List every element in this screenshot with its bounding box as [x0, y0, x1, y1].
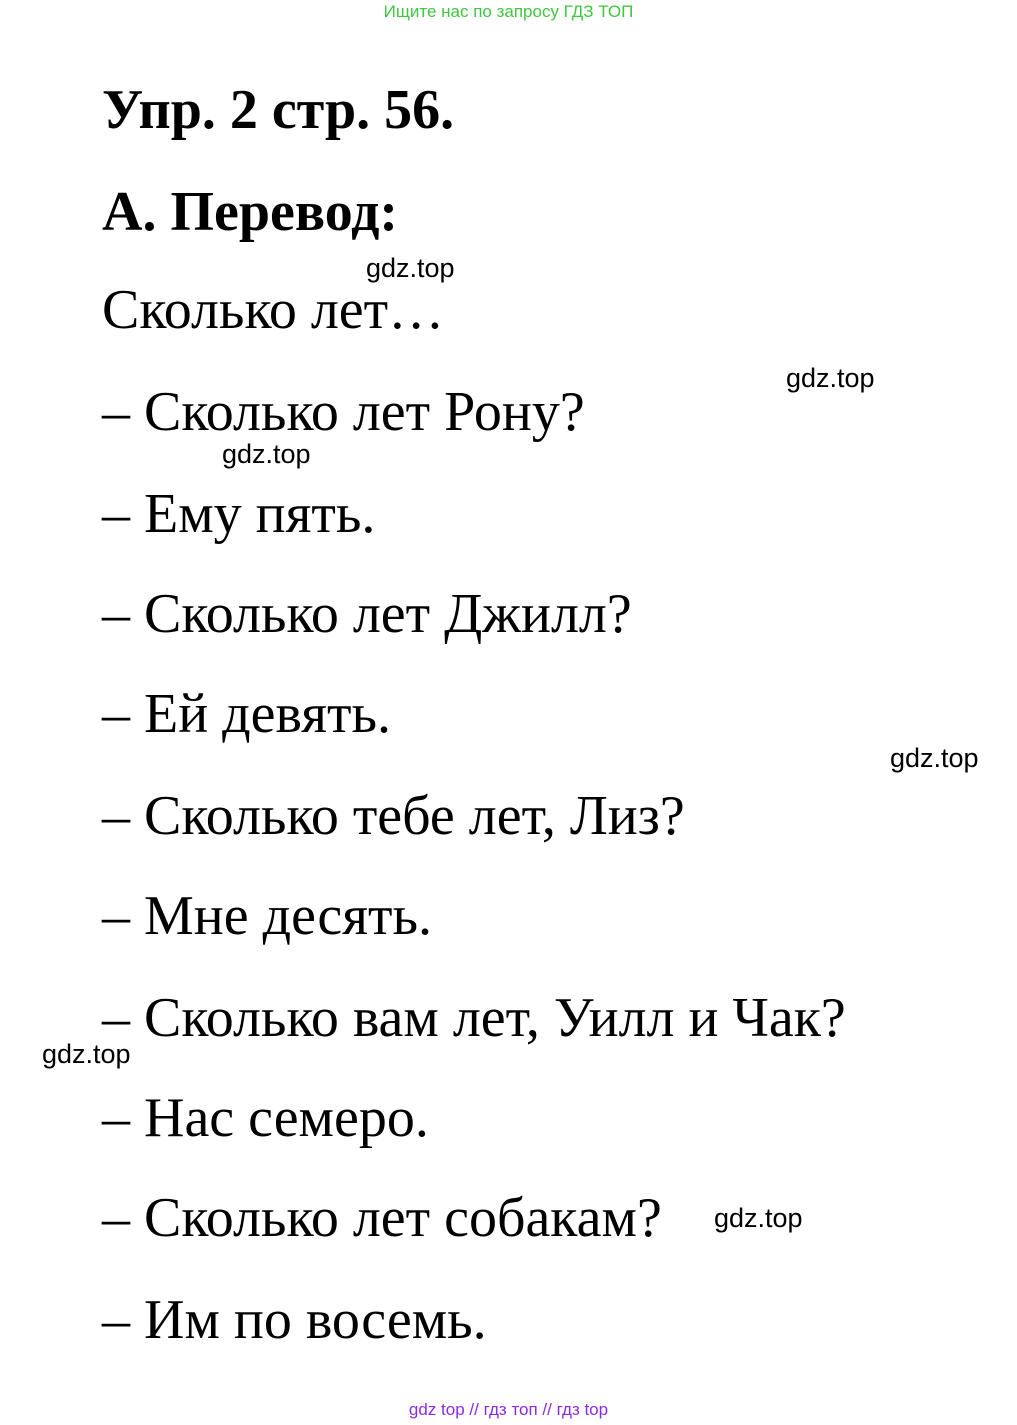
- dialogue-line: – Нас семеро.: [102, 1087, 429, 1149]
- dialogue-line: – Сколько лет Джилл?: [102, 583, 632, 645]
- watermark-text: gdz.top: [366, 253, 455, 283]
- dialogue-line: – Сколько тебе лет, Лиз?: [102, 785, 685, 847]
- dialogue-line: – Сколько лет Рону?: [102, 381, 585, 443]
- exercise-title: Упр. 2 стр. 56.: [102, 79, 455, 141]
- dialogue-line: – Мне десять.: [102, 885, 432, 947]
- watermark-text: gdz.top: [42, 1039, 131, 1069]
- dialogue-line: – Ему пять.: [102, 483, 376, 545]
- search-hint-banner: Ищите нас по запросу ГДЗ ТОП: [383, 2, 634, 21]
- intro-line: Сколько лет…: [102, 279, 445, 341]
- watermark-text: gdz.top: [714, 1203, 803, 1233]
- dialogue-line: – Сколько вам лет, Уилл и Чак?: [102, 987, 846, 1049]
- dialogue-line: – Ей девять.: [102, 683, 391, 745]
- footer-watermark: gdz top // гдз топ // гдз top: [408, 1400, 609, 1419]
- watermark-text: gdz.top: [222, 439, 311, 469]
- section-heading: A. Перевод:: [102, 181, 399, 243]
- dialogue-line: – Им по восемь.: [102, 1289, 487, 1351]
- watermark-text: gdz.top: [786, 363, 875, 393]
- dialogue-line: – Сколько лет собакам?: [102, 1187, 662, 1249]
- watermark-text: gdz.top: [890, 743, 979, 773]
